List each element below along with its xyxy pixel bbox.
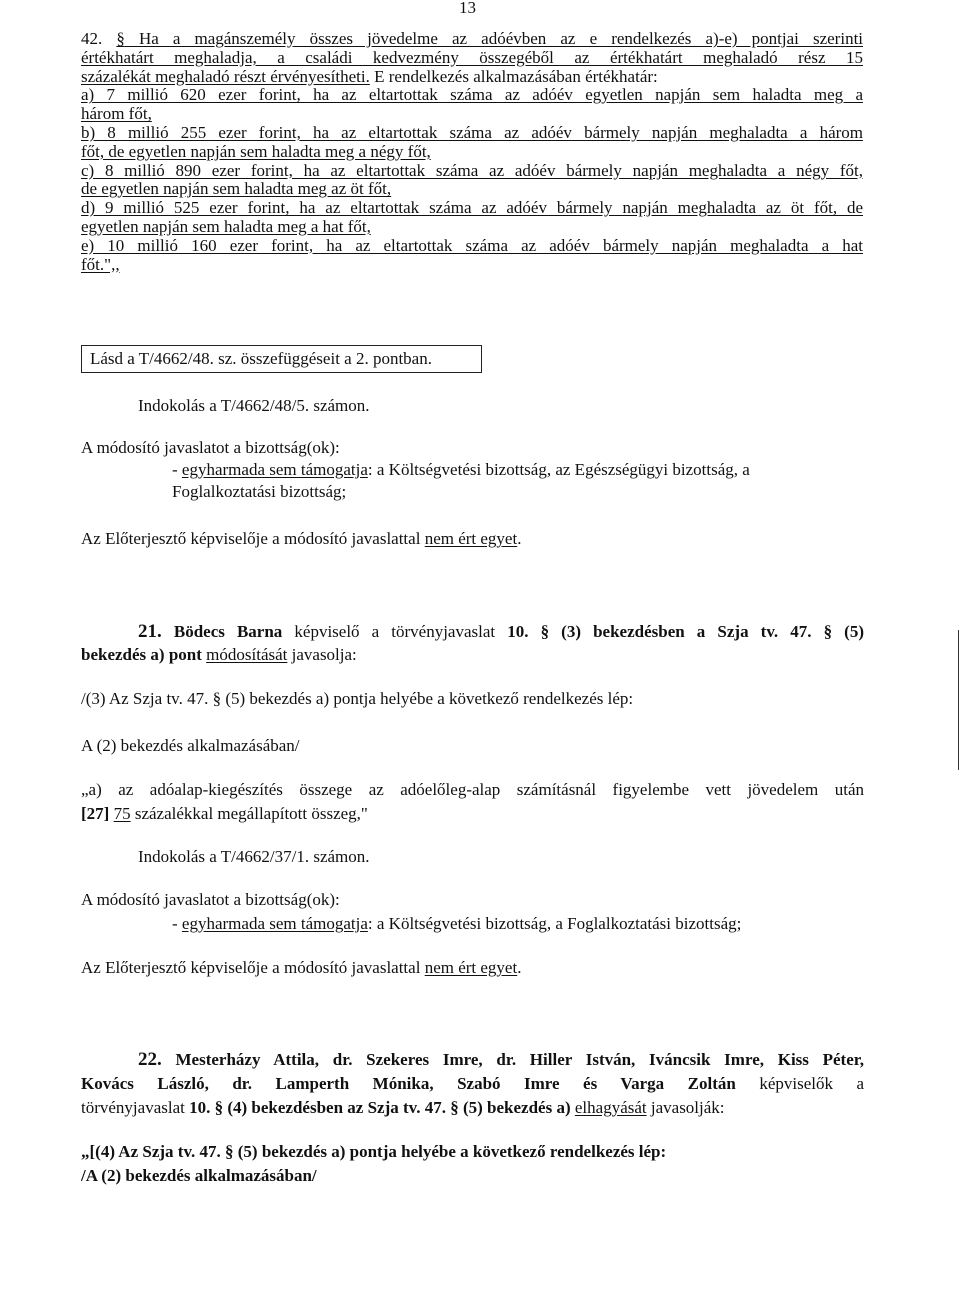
list-item-c-cont: de egyetlen napján sem haladta meg az öt főt, [81,179,392,199]
text-line: százalékát meghaladó részt érvényesítheti. E rendelkezés alkalmazásában értékhatár: [81,66,658,86]
amendment-22-heading: 22. Mesterházy Attila, dr. Szekeres Imre, dr. Hiller István, Iváncsik Imre, Kiss Péter, Kovács László, dr. Lamperth Mónika, Szabó Imre és Varga Zoltán képviselők a törvényjavaslat 10. § (4) bekezdésben az Szja tv. 47. § (5) bekezdés a) elhagyását javasolják: [81,1049,864,1117]
support-status: egyharmada sem támogatja [181,914,368,933]
committee-decision-42: - egyharmada sem támogatja: a Költségvetési bizottság, az Egészségügyi bizottság, a Foglalkoztatási bizottság; [172,460,750,501]
see-reference-box: Lásd a T/4662/48. sz. összefüggéseit a 2. pontban. [81,345,482,373]
list-item-d-cont: egyetlen napján sem haladta meg a hat főt, [81,216,371,236]
presenter-opinion-42: Az Előterjesztő képviselője a módosító javaslattal nem ért egyet. [81,529,522,548]
list-item-b-cont: főt, de egyetlen napján sem haladta meg a négy főt, [81,141,431,161]
list-item-e-cont: főt.",, [81,254,120,274]
list-item-d: d) 9 millió 525 ezer forint, ha az eltartottak száma az adóév bármely napján meghaladta az öt főt, de [81,198,863,218]
text-line: 42. § Ha a magánszemély összes jövedelme az adóévben az e rendelkezés a)-e) pontjai szerinti [81,29,864,48]
amendment-22-quote: „[(4) Az Szja tv. 47. § (5) bekezdés a) pontja helyébe a következő rendelkezés lép: /A (2) bekezdés alkalmazásában/ [81,1142,667,1185]
list-item-b: b) 8 millió 255 ezer forint, ha az eltartottak száma az adóév bármely napján meghaladta a három [81,122,863,142]
margin-rule [958,630,959,770]
presenter-opinion-21: Az Előterjesztő képviselője a módosító javaslattal nem ért egyet. [81,958,522,977]
amendment-21-quote: „a) az adóalap-kiegészítés összege az adóelőleg-alap számításnál figyelembe vett jövedelem után [27] 75 százalékkal megállapított összeg," [81,780,864,823]
text-line: értékhatárt meghaladja, a családi kedvezmény összegéből az értékhatárt meghaladó rész 15 [81,47,863,67]
amendment-42-text [81,30,863,274]
reasoning-21: Indokolás a T/4662/37/1. számon. [138,847,370,866]
committee-intro-21: A módosító javaslatot a bizottság(ok): [81,890,340,909]
list-item-e: e) 10 millió 160 ezer forint, ha az eltartottak száma az adóév bármely napján meghaladta a hat [81,235,863,255]
amendment-21-para1: /(3) Az Szja tv. 47. § (5) bekezdés a) pontja helyébe a következő rendelkezés lép: [81,689,634,708]
list-item-c: c) 8 millió 890 ezer forint, ha az eltartottak száma az adóév bármely napján meghaladta a négy főt, [81,160,863,180]
list-item-a-cont: három főt, [81,104,152,124]
support-status: egyharmada sem támogatja [181,460,368,479]
page-number: 13 [459,0,476,17]
committee-decision-21: - egyharmada sem támogatja: a Költségvetési bizottság, a Foglalkoztatási bizottság; [172,914,742,933]
committee-intro-42: A módosító javaslatot a bizottság(ok): [81,438,340,457]
amendment-21-heading: 21. Bödecs Barna képviselő a törvényjavaslat 10. § (3) bekezdésben a Szja tv. 47. § (5) bekezdés a) pont módosítását javasolja: [81,621,864,664]
amendment-21-para2: A (2) bekezdés alkalmazásában/ [81,736,300,755]
list-item-a: a) 7 millió 620 ezer forint, ha az eltartottak száma az adóév egyetlen napján sem haladta meg a [81,85,863,105]
reasoning-42: Indokolás a T/4662/48/5. számon. [138,396,370,415]
